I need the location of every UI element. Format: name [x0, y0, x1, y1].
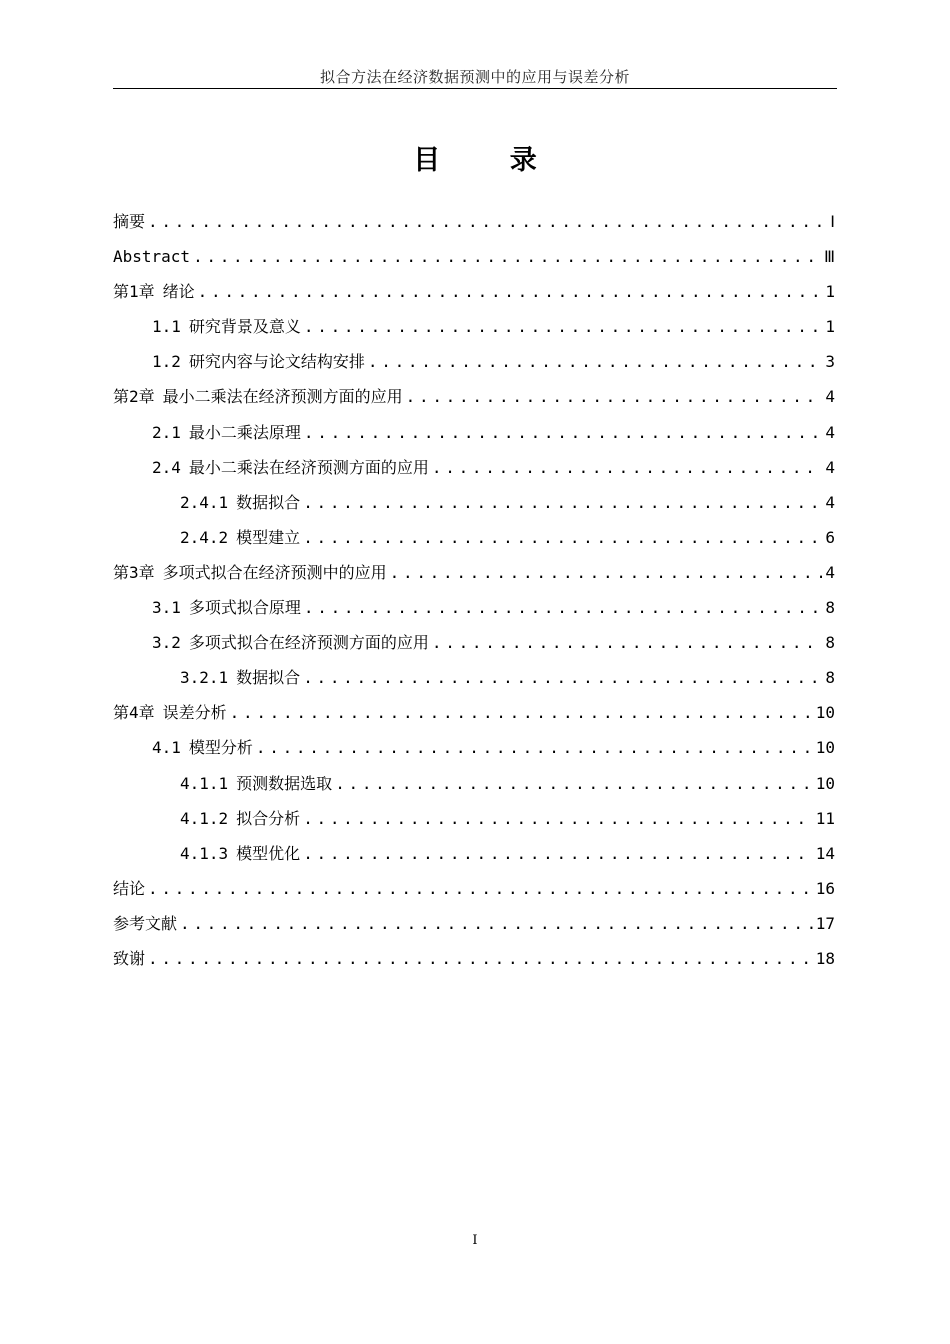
toc-dot-leader [198, 274, 823, 309]
toc-dot-leader [368, 344, 822, 379]
toc-entry-page: 6 [825, 527, 835, 547]
toc-entry-section-4-1[interactable] [113, 730, 835, 765]
toc-entry-page: 10 [815, 773, 835, 793]
toc-entry-page: Ⅲ [823, 247, 835, 267]
toc-dot-leader [148, 871, 813, 906]
toc-entry-number: 第3章 [113, 562, 155, 582]
toc-dot-leader [303, 836, 813, 871]
toc-entry-section-1-2[interactable] [113, 344, 835, 379]
toc-entry-page: 4 [825, 457, 835, 477]
toc-dot-leader [303, 660, 822, 695]
toc-dot-leader [304, 415, 822, 450]
toc-dot-leader [230, 695, 813, 730]
toc-list [113, 204, 835, 976]
toc-entry-section-2-1[interactable] [113, 415, 835, 450]
header-rule [113, 88, 837, 89]
toc-dot-leader [335, 766, 813, 801]
toc-entry-subsection-4-1-2[interactable] [113, 801, 835, 836]
toc-entry-number: 第4章 [113, 703, 155, 723]
toc-entry-number: 1.2 [152, 352, 181, 372]
toc-entry-abstract-cn[interactable] [113, 204, 835, 239]
toc-entry-label: 模型优化 [236, 843, 301, 863]
toc-entry-label: 预测数据选取 [236, 773, 333, 793]
toc-entry-number: 第2章 [113, 387, 155, 407]
toc-entry-page: 3 [825, 352, 835, 372]
page-number: I [472, 1233, 478, 1248]
toc-entry-number: 第1章 [113, 282, 155, 302]
toc-entry-number: 4.1 [152, 738, 181, 758]
toc-entry-page: 4 [825, 387, 835, 407]
toc-entry-chapter-4[interactable] [113, 695, 835, 730]
toc-entry-page: 18 [815, 948, 835, 968]
toc-entry-number: 4.1.3 [180, 843, 229, 863]
toc-entry-subsection-2-4-1[interactable] [113, 485, 835, 520]
toc-entry-label: 模型分析 [188, 738, 253, 758]
toc-entry-label: 数据拟合 [236, 492, 301, 512]
toc-dot-leader [304, 309, 822, 344]
toc-entry-label: 多项式拟合原理 [188, 598, 301, 618]
toc-entry-number: 4.1.2 [180, 808, 229, 828]
toc-entry-section-1-1[interactable] [113, 309, 835, 344]
toc-title: 目 录 [413, 145, 567, 176]
toc-entry-label: 误差分析 [162, 703, 227, 723]
toc-entry-label: 模型建立 [236, 527, 301, 547]
toc-entry-subsection-4-1-3[interactable] [113, 836, 835, 871]
toc-entry-label: 最小二乘法在经济预测方面的应用 [188, 457, 429, 477]
toc-entry-chapter-2[interactable] [113, 379, 835, 414]
toc-entry-number: 2.4.1 [180, 492, 229, 512]
toc-dot-leader [432, 450, 822, 485]
toc-entry-references[interactable] [113, 906, 835, 941]
toc-entry-number: 2.1 [152, 422, 181, 442]
toc-entry-page: 14 [815, 843, 835, 863]
toc-entry-abstract-en[interactable] [113, 239, 835, 274]
running-header: 拟合方法在经济数据预测中的应用与误差分析 [319, 68, 630, 86]
toc-entry-label: 摘要 [113, 212, 146, 231]
toc-entry-label: 最小二乘法原理 [188, 422, 301, 442]
toc-dot-leader [303, 520, 822, 555]
toc-entry-page: 8 [825, 633, 835, 653]
toc-entry-label: Abstract [113, 247, 191, 267]
toc-dot-leader [148, 941, 813, 976]
toc-entry-section-3-2[interactable] [113, 625, 835, 660]
toc-dot-leader [256, 730, 813, 765]
toc-dot-leader [303, 485, 822, 520]
toc-entry-label: 绪论 [162, 282, 195, 302]
toc-entry-page: 10 [815, 703, 835, 723]
toc-entry-chapter-1[interactable] [113, 274, 835, 309]
toc-entry-subsection-3-2-1[interactable] [113, 660, 835, 695]
toc-entry-page: 4 [825, 492, 835, 512]
toc-entry-label: 参考文献 [113, 913, 178, 933]
toc-entry-page: 8 [825, 598, 835, 618]
toc-entry-label: 研究背景及意义 [188, 317, 301, 337]
toc-entry-label: 多项式拟合在经济预测方面的应用 [188, 633, 429, 653]
toc-dot-leader [193, 239, 821, 274]
toc-entry-page: 1 [825, 282, 835, 302]
toc-dot-leader [304, 590, 822, 625]
toc-entry-label: 研究内容与论文结构安排 [188, 352, 365, 372]
toc-entry-label: 最小二乘法在经济预测方面的应用 [162, 387, 403, 407]
toc-entry-subsection-4-1-1[interactable] [113, 766, 835, 801]
toc-entry-page: 1 [825, 317, 835, 337]
toc-entry-label: 拟合分析 [236, 808, 301, 828]
toc-entry-page: 4 [825, 422, 835, 442]
toc-dot-leader [180, 906, 813, 941]
toc-entry-page: 11 [815, 808, 835, 828]
toc-entry-acknowledgements[interactable] [113, 941, 835, 976]
toc-entry-number: 3.1 [152, 598, 181, 618]
toc-entry-subsection-2-4-2[interactable] [113, 520, 835, 555]
toc-dot-leader [390, 555, 823, 590]
toc-entry-page: 17 [815, 913, 835, 933]
toc-dot-leader [406, 379, 823, 414]
toc-entry-number: 4.1.1 [180, 773, 229, 793]
toc-entry-page: 16 [815, 878, 835, 898]
toc-entry-label: 致谢 [113, 948, 146, 968]
toc-entry-page: Ⅰ [830, 212, 835, 231]
toc-entry-section-2-4[interactable] [113, 450, 835, 485]
toc-entry-page: 8 [825, 668, 835, 688]
toc-entry-number: 3.2.1 [180, 668, 229, 688]
toc-dot-leader [148, 204, 827, 239]
toc-entry-number: 3.2 [152, 633, 181, 653]
toc-entry-page: 10 [815, 738, 835, 758]
toc-entry-label: 多项式拟合在经济预测中的应用 [162, 562, 387, 582]
toc-dot-leader [303, 801, 813, 836]
toc-entry-label: 数据拟合 [236, 668, 301, 688]
toc-entry-conclusion[interactable] [113, 871, 835, 906]
toc-entry-chapter-3[interactable] [113, 555, 835, 590]
toc-entry-page: 4 [825, 562, 835, 582]
toc-dot-leader [432, 625, 822, 660]
toc-entry-section-3-1[interactable] [113, 590, 835, 625]
toc-entry-number: 1.1 [152, 317, 181, 337]
toc-entry-number: 2.4.2 [180, 527, 229, 547]
toc-entry-label: 结论 [113, 878, 146, 898]
toc-entry-number: 2.4 [152, 457, 181, 477]
